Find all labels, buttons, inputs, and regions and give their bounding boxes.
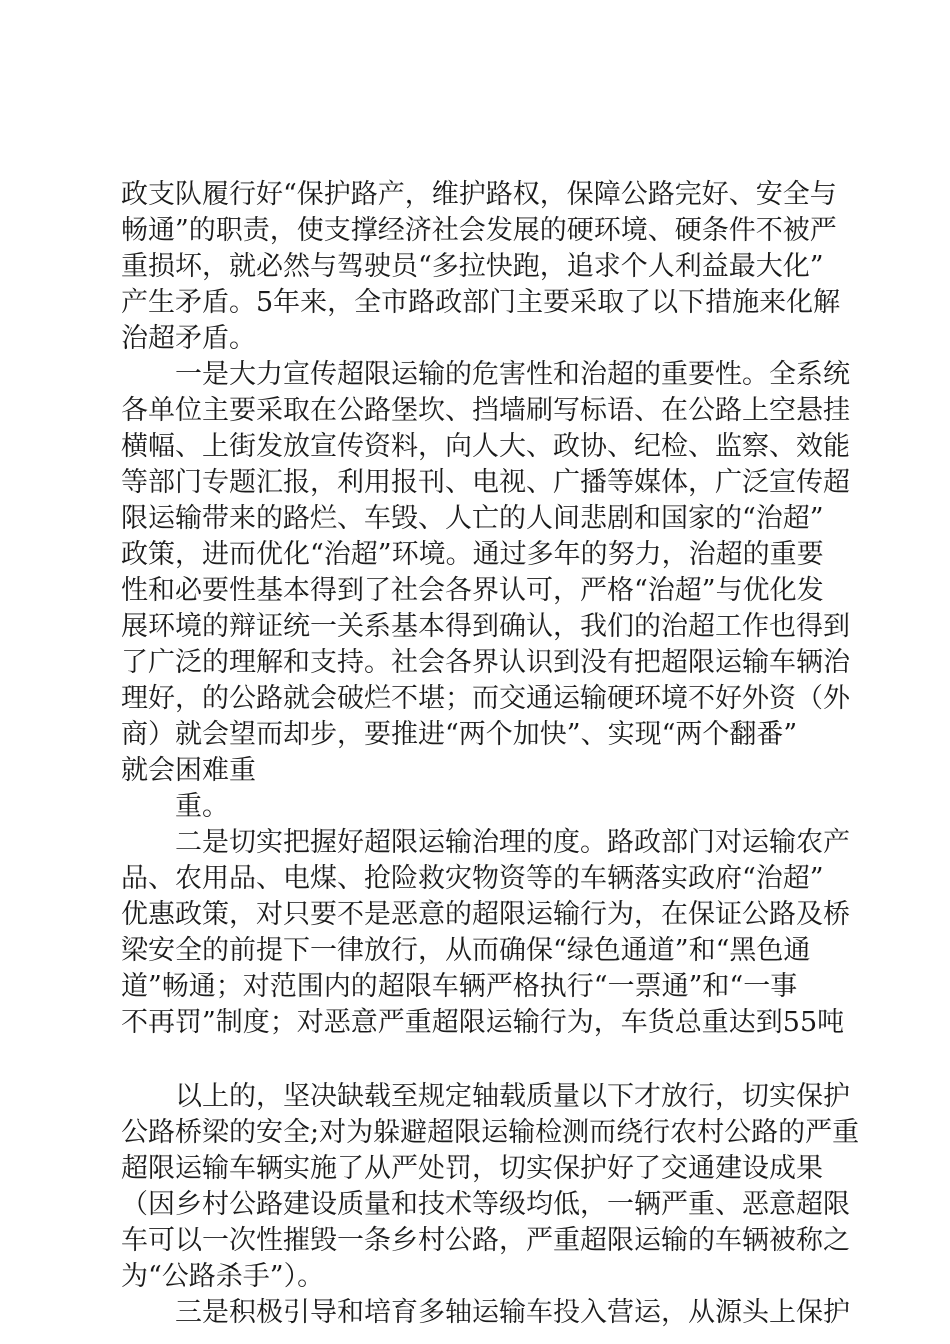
- text-line: 了广泛的理解和支持。社会各界认识到没有把超限运输车辆治: [121, 647, 850, 678]
- text-line: 二是切实把握好超限运输治理的度。路政部门对运输农产: [121, 827, 850, 858]
- text-line: 各单位主要采取在公路堡坎、挡墙刷写标语、在公路上空悬挂: [121, 395, 850, 426]
- text-line: 就会困难重: [121, 755, 256, 786]
- text-line: 理好，的公路就会破烂不堪；而交通运输硬环境不好外资（外: [121, 683, 850, 714]
- text-line: 为“公路杀手”）。: [121, 1261, 325, 1292]
- text-line: 一是大力宣传超限运输的危害性和治超的重要性。全系统: [121, 359, 850, 390]
- text-line: 治超矛盾。: [121, 323, 256, 354]
- text-line: 等部门专题汇报，利用报刊、电视、广播等媒体，广泛宣传超: [121, 467, 850, 498]
- text-line: 梁安全的前提下一律放行，从而确保“绿色通道”和“黑色通: [121, 935, 811, 966]
- text-line: 车可以一次性摧毁一条乡村公路，严重超限运输的车辆被称之: [121, 1225, 850, 1256]
- text-line: 政支队履行好“保护路产，维护路权，保障公路完好、安全与: [121, 179, 837, 210]
- text-line: 重。: [121, 791, 229, 822]
- text-line: （因乡村公路建设质量和技术等级均低，一辆严重、恶意超限: [121, 1189, 850, 1220]
- text-line: 优惠政策，对只要不是恶意的超限运输行为，在保证公路及桥: [121, 899, 850, 930]
- text-line: 道”畅通；对范围内的超限车辆严格执行“一票通”和“一事: [121, 971, 798, 1002]
- text-line: 展环境的辩证统一关系基本得到确认，我们的治超工作也得到: [121, 611, 850, 642]
- text-line: 品、农用品、电煤、抢险救灾物资等的车辆落实政府“治超”: [121, 863, 824, 894]
- text-line: 不再罚”制度；对恶意严重超限运输行为，车货总重达到55吨: [121, 1007, 845, 1038]
- text-line: 重损坏，就必然与驾驶员“多拉快跑，追求个人利益最大化”: [121, 251, 824, 282]
- text-line: 横幅、上街发放宣传资料，向人大、政协、纪检、监察、效能: [121, 431, 850, 462]
- text-line: 性和必要性基本得到了社会各界认可，严格“治超”与优化发: [121, 575, 824, 606]
- text-line: 政策，进而优化“治超”环境。通过多年的努力，治超的重要: [121, 539, 824, 570]
- text-line: 产生矛盾。5年来，全市路政部门主要采取了以下措施来化解: [121, 287, 841, 318]
- text-line: 以上的，坚决缺载至规定轴载质量以下才放行，切实保护: [121, 1081, 850, 1112]
- text-line: 公路桥梁的安全;对为躲避超限运输检测而绕行农村公路的严重: [121, 1117, 860, 1148]
- text-line: 商）就会望而却步，要推进“两个加快”、实现“两个翻番”: [121, 719, 798, 750]
- text-line: 限运输带来的路烂、车毁、人亡的人间悲剧和国家的“治超”: [121, 503, 824, 534]
- text-line: 三是积极引导和培育多轴运输车投入营运，从源头上保护: [121, 1297, 850, 1328]
- text-line: 畅通”的职责，使支撑经济社会发展的硬环境、硬条件不被严: [121, 215, 837, 246]
- text-line: 超限运输车辆实施了从严处罚，切实保护好了交通建设成果: [121, 1153, 823, 1184]
